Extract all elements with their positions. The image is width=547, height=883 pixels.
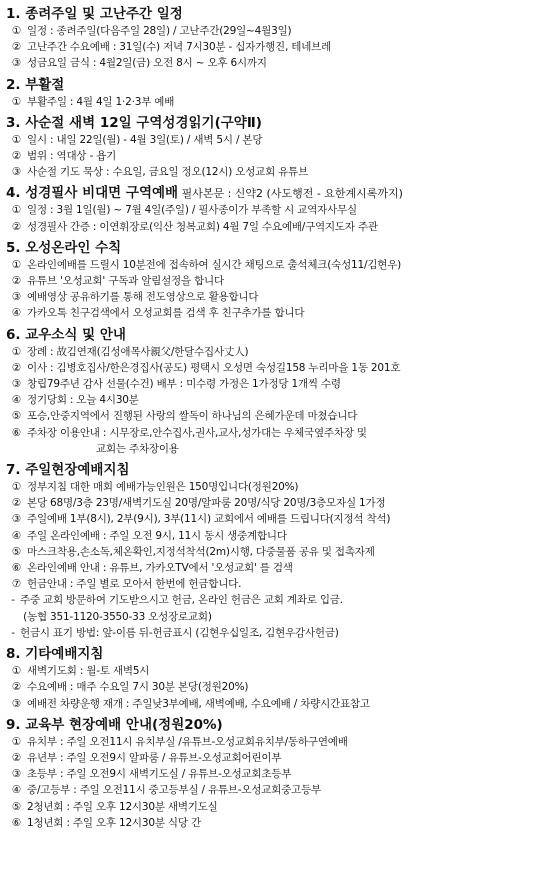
list-item	[6, 273, 543, 289]
list-item	[6, 782, 543, 798]
list-item	[6, 55, 543, 71]
section-items	[6, 479, 543, 641]
item-number-mark: -	[11, 594, 15, 607]
item-text: 장례 : 故김연재(김성애목사親父/한달수집사丈人)	[27, 345, 249, 358]
list-item	[6, 344, 543, 360]
item-text: 주중 교회 방문하여 기도받으시고 헌금, 온라인 헌금은 교회 계좌로 입금.	[20, 594, 343, 607]
announcement-section	[6, 77, 543, 110]
section-heading	[6, 115, 543, 132]
item-number-mark: ③	[11, 697, 22, 710]
section-heading-text: 4. 성경필사 비대면 구역예배	[6, 185, 179, 202]
item-number-mark: ①	[11, 133, 22, 146]
announcement-section	[6, 327, 543, 457]
list-item	[6, 202, 543, 218]
item-text: 유치부 : 주일 오전11시 유치부실 /유튜브-오성교회유치부/동하구연예배	[27, 735, 348, 748]
section-items	[6, 202, 543, 234]
section-heading-text: 8. 기타예배지침	[6, 646, 104, 663]
item-text: 이사 : 김병호집사/한은경집사(공도) 평택시 오성면 숙성길158 누리마을 1동 201호	[27, 361, 401, 374]
section-items	[6, 94, 543, 110]
section-heading-text: 3. 사순절 새벽 12일 구역성경읽기(구약Ⅱ)	[6, 114, 262, 131]
section-items	[6, 132, 543, 181]
item-text: 중/고등부 : 주일 오전11시 중고등부실 / 유튜브-오성교회중고등부	[27, 784, 321, 797]
list-item	[6, 576, 543, 592]
list-item	[6, 479, 543, 495]
section-heading	[6, 327, 543, 344]
item-number-mark: ②	[11, 275, 22, 288]
list-item	[6, 511, 543, 527]
section-heading-text: 7. 주일현장예배지침	[6, 462, 130, 479]
item-number-mark: ②	[11, 41, 22, 54]
section-heading	[6, 77, 543, 94]
list-item	[6, 360, 543, 376]
item-text: 수요예배 : 매주 수요일 7시 30분 본당(정원20%)	[27, 681, 249, 694]
list-item	[6, 495, 543, 511]
item-text: 일정 : 종려주일(다음주일 28일) / 고난주간(29일~4월3일)	[27, 25, 292, 37]
item-text: 마스크착용,손소독,체온확인,지정석착석(2m)시행, 다중물품 공유 및 접촉자제	[27, 545, 375, 558]
item-number-mark: ④	[11, 529, 22, 542]
item-number-mark: ②	[11, 681, 22, 694]
item-text: 온라인예배 안내 : 유튜브, 가카오TV에서 '오성교회' 를 검색	[27, 562, 293, 575]
item-number-mark: ②	[11, 220, 22, 233]
list-item	[6, 408, 543, 424]
section-heading-text: 6. 교우소식 및 안내	[6, 326, 126, 343]
item-number-mark: ①	[11, 665, 22, 678]
list-item	[6, 39, 543, 55]
item-text: 가카오톡 친구검색에서 오성교회를 검색 후 친구추가를 합니다	[27, 307, 305, 320]
item-text: 본당 68명/3층 23명/새벽기도실 20명/알파룸 20명/식당 20명/3층모자실 1가정	[27, 497, 386, 510]
item-number-mark: ⑤	[11, 800, 22, 813]
item-number-mark: ②	[11, 361, 22, 374]
list-item	[6, 425, 543, 441]
list-item	[6, 148, 543, 164]
item-text: 초등부 : 주일 오전9시 새벽기도실 / 유튜브-오성교회초등부	[27, 768, 292, 781]
announcement-section	[6, 6, 543, 72]
list-item	[6, 663, 543, 679]
item-text: 정기당회 : 오늘 4시30분	[27, 394, 139, 407]
item-number-mark: -	[11, 626, 15, 639]
item-number-mark: ①	[11, 735, 22, 748]
item-text: 부활주일 : 4월 4일 1·2·3부 예배	[27, 95, 175, 108]
item-text: 일시 : 내일 22일(월) - 4월 3일(토) / 새벽 5시 / 본당	[27, 133, 263, 146]
item-number-mark: ⑦	[11, 578, 22, 591]
item-text: 창립79주년 감사 선물(수건) 배부 : 미수령 가정은 1가정당 1개씩 수령	[27, 378, 341, 391]
item-number-mark: ①	[11, 95, 22, 108]
item-number-mark: ③	[11, 378, 22, 391]
announcement-section	[6, 462, 543, 641]
announcement-section	[6, 717, 543, 831]
item-number-mark: ③	[11, 768, 22, 781]
list-item	[6, 734, 543, 750]
item-text: 주일 온라인예배 : 주일 오전 9시, 11시 동시 생중계합니다	[27, 529, 287, 542]
item-number-mark: ③	[11, 291, 22, 304]
list-item	[6, 560, 543, 576]
list-item	[6, 592, 543, 608]
item-text: 1청년회 : 주일 오후 12시30분 식당 간	[27, 816, 201, 829]
item-text: 사순절 기도 묵상 : 수요일, 금요일 정오(12시) 오성교회 유튜브	[27, 166, 309, 179]
list-item	[6, 609, 543, 625]
item-text: 범위 : 역대상 - 욥기	[27, 150, 117, 163]
list-item	[6, 766, 543, 782]
list-item	[6, 679, 543, 695]
section-heading-text: 9. 교육부 현장예배 안내(정원20%)	[6, 716, 223, 733]
section-heading	[6, 462, 543, 479]
item-text: 성경필사 간증 : 이연휘장로(익산 청복교회) 4월 7일 수요예배/구역지도자 주관	[27, 220, 378, 233]
announcement-section	[6, 115, 543, 181]
list-item	[6, 219, 543, 235]
item-number-mark: ①	[11, 204, 22, 217]
item-number-mark: ③	[11, 57, 22, 70]
item-number-mark: ①	[11, 481, 22, 494]
item-text: 온라인예배를 드릴시 10분전에 접속하여 실시간 채팅으로 출석체크(숙성11/김현우)	[27, 258, 402, 271]
item-text: 포승,안중지역에서 진행된 사랑의 쌀독이 하나님의 은혜가운데 마쳤습니다	[27, 410, 358, 423]
section-items	[6, 257, 543, 322]
list-item	[6, 392, 543, 408]
item-number-mark: ⑥	[11, 816, 22, 829]
announcement-section	[6, 185, 543, 234]
list-item	[6, 625, 543, 641]
list-item	[6, 94, 543, 110]
item-number-mark: ⑤	[11, 410, 22, 423]
item-number-mark: ⑥	[11, 426, 22, 439]
item-text: 주차장 이용안내 : 시무장로,안수집사,권사,교사,성가대는 우체국옆주차장 및	[27, 426, 367, 439]
announcement-section	[6, 646, 543, 712]
section-heading	[6, 717, 543, 734]
item-number-mark: ④	[11, 307, 22, 320]
item-text: 유년부 : 주일 오전9시 알파룸 / 유튜브-오성교회어린이부	[27, 751, 282, 764]
item-text: 헌금안내 : 주일 별로 모아서 한번에 헌금합니다.	[27, 578, 242, 591]
item-number-mark: ②	[11, 751, 22, 764]
item-number-mark: ④	[11, 394, 22, 407]
item-text: 예배영상 공유하기를 통해 전도영상으로 활용합니다	[27, 291, 259, 304]
item-text: 성금요일 금식 : 4월2일(금) 오전 8시 ~ 오후 6시까지	[27, 57, 267, 70]
section-items	[6, 663, 543, 712]
item-number-mark: ②	[11, 497, 22, 510]
list-item	[6, 23, 543, 39]
item-text: 정부지침 대한 매회 예배가능인원은 150명입니다(정원20%)	[27, 481, 299, 494]
list-item	[6, 376, 543, 392]
item-text: 주일예배 1부(8시), 2부(9시), 3부(11시) 교회에서 예배를 드립니다(지정석 착석)	[27, 513, 391, 526]
section-heading-text: 5. 오성온라인 수칙	[6, 239, 122, 256]
item-number-mark: ⑤	[11, 545, 22, 558]
item-number-mark: ①	[11, 345, 22, 358]
item-text: 고난주간 수요예배 : 31일(수) 저녁 7시30분 - 십자가행진, 테네브레	[27, 41, 332, 54]
list-item	[6, 696, 543, 712]
section-heading-note: 필사본문 : 신약2 (사도행전 - 요한계시록까지)	[178, 187, 403, 201]
list-item	[6, 528, 543, 544]
item-text: 교회는 주차장이용	[27, 442, 179, 455]
section-heading-text: 2. 부활절	[6, 76, 65, 93]
section-heading	[6, 646, 543, 663]
list-item	[6, 750, 543, 766]
item-number-mark: ③	[11, 166, 22, 179]
list-item	[6, 305, 543, 321]
announcement-section	[6, 240, 543, 322]
item-text: 새벽기도회 : 월-토 새벽5시	[27, 665, 150, 678]
item-number-mark: ①	[11, 25, 22, 37]
item-number-mark: ②	[11, 150, 22, 163]
list-item	[6, 815, 543, 831]
list-item	[6, 257, 543, 273]
section-items	[6, 734, 543, 831]
list-item	[6, 799, 543, 815]
item-text: 2청년회 : 주일 오후 12시30분 새벽기도실	[27, 800, 218, 813]
section-heading	[6, 185, 543, 202]
item-number-mark: ①	[11, 258, 22, 271]
section-items	[6, 344, 543, 457]
item-number-mark: ④	[11, 784, 22, 797]
item-text: 예배전 차량운행 재개 : 주일낮3부예배, 새벽예배, 수요예배 / 차량시간표참고	[27, 697, 370, 710]
list-item	[6, 544, 543, 560]
section-heading	[6, 6, 543, 23]
list-item	[6, 132, 543, 148]
item-text: 일정 : 3월 1일(월) ~ 7월 4일(주일) / 필사종이가 부족할 시 교역자사무실	[27, 204, 357, 217]
section-heading-text: 1. 종려주일 및 고난주간 일정	[6, 6, 183, 22]
item-text: 헌금시 표기 방법: 앞-이름 뒤-헌금표시 (김현우십일조, 김현우감사헌금)	[20, 626, 339, 639]
section-items	[6, 23, 543, 72]
item-number-mark: ③	[11, 513, 22, 526]
item-number-mark: ⑥	[11, 562, 22, 575]
list-item	[6, 164, 543, 180]
section-heading	[6, 240, 543, 257]
item-text: (농협 351-1120-3550-33 오성장로교회)	[20, 610, 212, 623]
item-text: 유튜브 '오성교회' 구독과 알림설정을 합니다	[27, 275, 224, 288]
list-item	[6, 289, 543, 305]
list-item	[6, 441, 543, 457]
